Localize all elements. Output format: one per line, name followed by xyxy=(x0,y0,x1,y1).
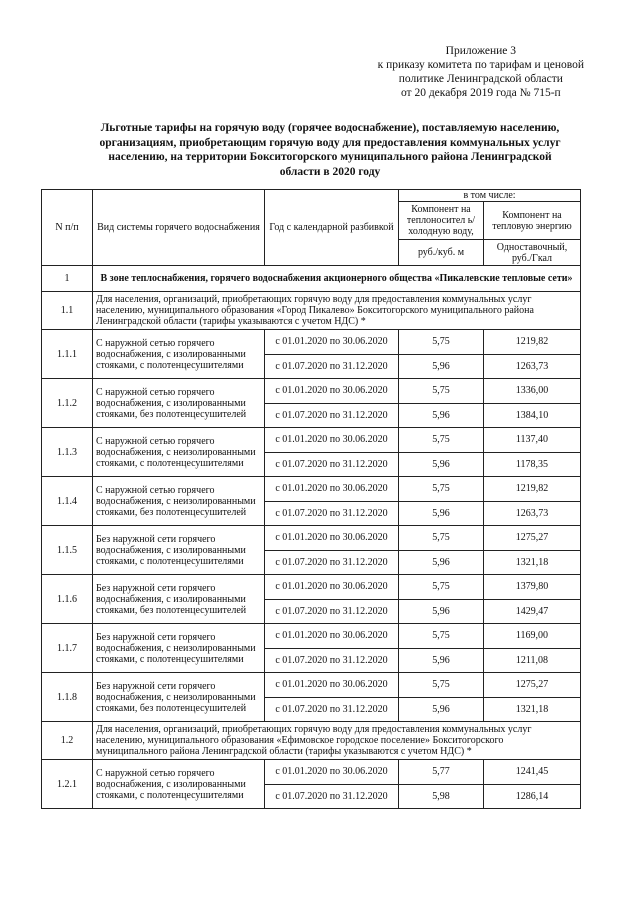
row-heat-energy-2: 1286,14 xyxy=(484,784,581,809)
row-heat-energy-1: 1275,27 xyxy=(484,526,581,551)
appendix-block xyxy=(378,44,584,100)
row-heat-energy-1: 1241,45 xyxy=(484,760,581,785)
row-period-2: с 01.07.2020 по 31.12.2020 xyxy=(265,697,399,722)
table-row xyxy=(42,624,581,649)
row-description: С наружной сетью горячего водоснабжения, с изолированными стояками, с полотенцесушителями xyxy=(93,330,265,379)
row-period-1: с 01.01.2020 по 30.06.2020 xyxy=(265,624,399,649)
appendix-line-3: политике Ленинградской области xyxy=(398,73,563,85)
table-row xyxy=(42,379,581,404)
row-period-1: с 01.01.2020 по 30.06.2020 xyxy=(265,760,399,785)
row-num: 1.1.3 xyxy=(42,428,93,477)
appendix-line-1: Приложение 3 xyxy=(445,45,517,57)
row-period-1: с 01.01.2020 по 30.06.2020 xyxy=(265,330,399,355)
row-heat-energy-2: 1263,73 xyxy=(484,354,581,379)
subsection-1-1-text: Для населения, организаций, приобретающих горячую воду для предоставления коммунальных услуг населению, муниципального образования «Город Пикалево» Бокситогорского муниципального района Ленинградской области (тарифы указываются с учетом НДС) * xyxy=(93,292,581,330)
row-heat-energy-2: 1321,18 xyxy=(484,550,581,575)
row-period-2: с 01.07.2020 по 31.12.2020 xyxy=(265,599,399,624)
row-cold-water-2: 5,96 xyxy=(399,648,484,673)
row-cold-water-2: 5,98 xyxy=(399,784,484,809)
row-period-2: с 01.07.2020 по 31.12.2020 xyxy=(265,784,399,809)
row-heat-energy-2: 1178,35 xyxy=(484,452,581,477)
row-cold-water-2: 5,96 xyxy=(399,599,484,624)
row-num: 1.1.7 xyxy=(42,624,93,673)
row-cold-water-1: 5,75 xyxy=(399,526,484,551)
title-line-4: области в 2020 году xyxy=(279,165,381,178)
row-cold-water-1: 5,77 xyxy=(399,760,484,785)
row-cold-water-1: 5,75 xyxy=(399,428,484,453)
row-heat-energy-2: 1321,18 xyxy=(484,697,581,722)
row-heat-energy-2: 1263,73 xyxy=(484,501,581,526)
row-num: 1.1.8 xyxy=(42,673,93,722)
title-line-3: населению, на территории Бокситогорского муниципального района Ленинградской xyxy=(108,151,552,163)
row-cold-water-2: 5,96 xyxy=(399,550,484,575)
row-description: Без наружной сети горячего водоснабжения, с неизолированными стояками, с полотенцесушителями xyxy=(93,624,265,673)
row-cold-water-2: 5,96 xyxy=(399,501,484,526)
row-cold-water-1: 5,75 xyxy=(399,379,484,404)
row-heat-energy-1: 1336,00 xyxy=(484,379,581,404)
header-including: в том числе: xyxy=(399,190,581,202)
row-description: Без наружной сети горячего водоснабжения, с неизолированными стояками, без полотенцесушителей xyxy=(93,673,265,722)
row-heat-energy-1: 1169,00 xyxy=(484,624,581,649)
row-cold-water-1: 5,75 xyxy=(399,330,484,355)
table-row xyxy=(42,330,581,355)
header-num: N п/п xyxy=(42,190,93,266)
row-num: 1.2.1 xyxy=(42,760,93,809)
section-1-text: В зоне теплоснабжения, горячего водоснабжения акционерного общества «Пикалевские тепловые сети» xyxy=(93,266,581,292)
row-period-2: с 01.07.2020 по 31.12.2020 xyxy=(265,501,399,526)
table-row xyxy=(42,526,581,551)
row-description: Без наружной сети горячего водоснабжения, с изолированными стояками, без полотенцесушителей xyxy=(93,575,265,624)
section-1-num: 1 xyxy=(42,266,93,292)
row-description: С наружной сетью горячего водоснабжения, с изолированными стояками, без полотенцесушителей xyxy=(93,379,265,428)
row-period-1: с 01.01.2020 по 30.06.2020 xyxy=(265,526,399,551)
document-title xyxy=(50,121,610,179)
row-description: Без наружной сети горячего водоснабжения, с изолированными стояками, с полотенцесушителями xyxy=(93,526,265,575)
title-line-2: организациям, приобретающим горячую воду для предоставления коммунальных услуг xyxy=(99,136,561,149)
table-row xyxy=(42,673,581,698)
row-heat-energy-2: 1384,10 xyxy=(484,403,581,428)
row-period-1: с 01.01.2020 по 30.06.2020 xyxy=(265,477,399,502)
row-period-2: с 01.07.2020 по 31.12.2020 xyxy=(265,550,399,575)
row-heat-energy-1: 1137,40 xyxy=(484,428,581,453)
row-cold-water-2: 5,96 xyxy=(399,403,484,428)
row-period-1: с 01.01.2020 по 30.06.2020 xyxy=(265,428,399,453)
row-num: 1.1.6 xyxy=(42,575,93,624)
row-num: 1.1.2 xyxy=(42,379,93,428)
table-row xyxy=(42,575,581,600)
row-num: 1.1.4 xyxy=(42,477,93,526)
row-cold-water-1: 5,75 xyxy=(399,575,484,600)
row-heat-energy-1: 1219,82 xyxy=(484,477,581,502)
table-row xyxy=(42,477,581,502)
subsection-1-2-text: Для населения, организаций, приобретающих горячую воду для предоставления коммунальных услуг населению, муниципального образования «Ефимовское городское поселение» Бокситогорского муниципального района Ленинградской области (тарифы указываются с учетом НДС) * xyxy=(93,722,581,760)
tariffs-table xyxy=(41,189,581,809)
row-description: С наружной сетью горячего водоснабжения, с неизолированными стояками, без полотенцесушителей xyxy=(93,477,265,526)
header-heat-unit: Одноставочный, руб./Гкал xyxy=(484,240,581,266)
row-description: С наружной сетью горячего водоснабжения, с неизолированными стояками, с полотенцесушителями xyxy=(93,428,265,477)
row-cold-water-2: 5,96 xyxy=(399,452,484,477)
row-period-1: с 01.01.2020 по 30.06.2020 xyxy=(265,673,399,698)
row-period-2: с 01.07.2020 по 31.12.2020 xyxy=(265,403,399,428)
header-system: Вид системы горячего водоснабжения xyxy=(93,190,265,266)
header-cold-unit: руб./куб. м xyxy=(399,240,484,266)
table-row xyxy=(42,428,581,453)
row-period-1: с 01.01.2020 по 30.06.2020 xyxy=(265,575,399,600)
header-cold-title: Компонент на теплоносител ь/холодную воду, xyxy=(399,202,484,240)
row-heat-energy-1: 1379,80 xyxy=(484,575,581,600)
header-period: Год с календарной разбивкой xyxy=(265,190,399,266)
row-cold-water-1: 5,75 xyxy=(399,624,484,649)
title-line-1: Льготные тарифы на горячую воду (горячее водоснабжение), поставляемую населению, xyxy=(100,122,560,134)
subsection-1-2-num: 1.2 xyxy=(42,722,93,760)
row-num: 1.1.1 xyxy=(42,330,93,379)
row-period-2: с 01.07.2020 по 31.12.2020 xyxy=(265,452,399,477)
row-heat-energy-2: 1211,08 xyxy=(484,648,581,673)
row-heat-energy-1: 1219,82 xyxy=(484,330,581,355)
row-description: С наружной сетью горячего водоснабжения, с изолированными стояками, с полотенцесушителями xyxy=(93,760,265,809)
row-cold-water-2: 5,96 xyxy=(399,697,484,722)
row-heat-energy-1: 1275,27 xyxy=(484,673,581,698)
row-heat-energy-2: 1429,47 xyxy=(484,599,581,624)
row-num: 1.1.5 xyxy=(42,526,93,575)
subsection-1-1-num: 1.1 xyxy=(42,292,93,330)
header-heat-title: Компонент на тепловую энергию xyxy=(484,202,581,240)
row-cold-water-2: 5,96 xyxy=(399,354,484,379)
row-period-2: с 01.07.2020 по 31.12.2020 xyxy=(265,648,399,673)
row-cold-water-1: 5,75 xyxy=(399,673,484,698)
appendix-line-2: к приказу комитета по тарифам и ценовой xyxy=(377,59,584,71)
row-period-1: с 01.01.2020 по 30.06.2020 xyxy=(265,379,399,404)
appendix-line-4: от 20 декабря 2019 года № 715-п xyxy=(400,87,561,99)
table-row xyxy=(42,760,581,785)
row-cold-water-1: 5,75 xyxy=(399,477,484,502)
row-period-2: с 01.07.2020 по 31.12.2020 xyxy=(265,354,399,379)
